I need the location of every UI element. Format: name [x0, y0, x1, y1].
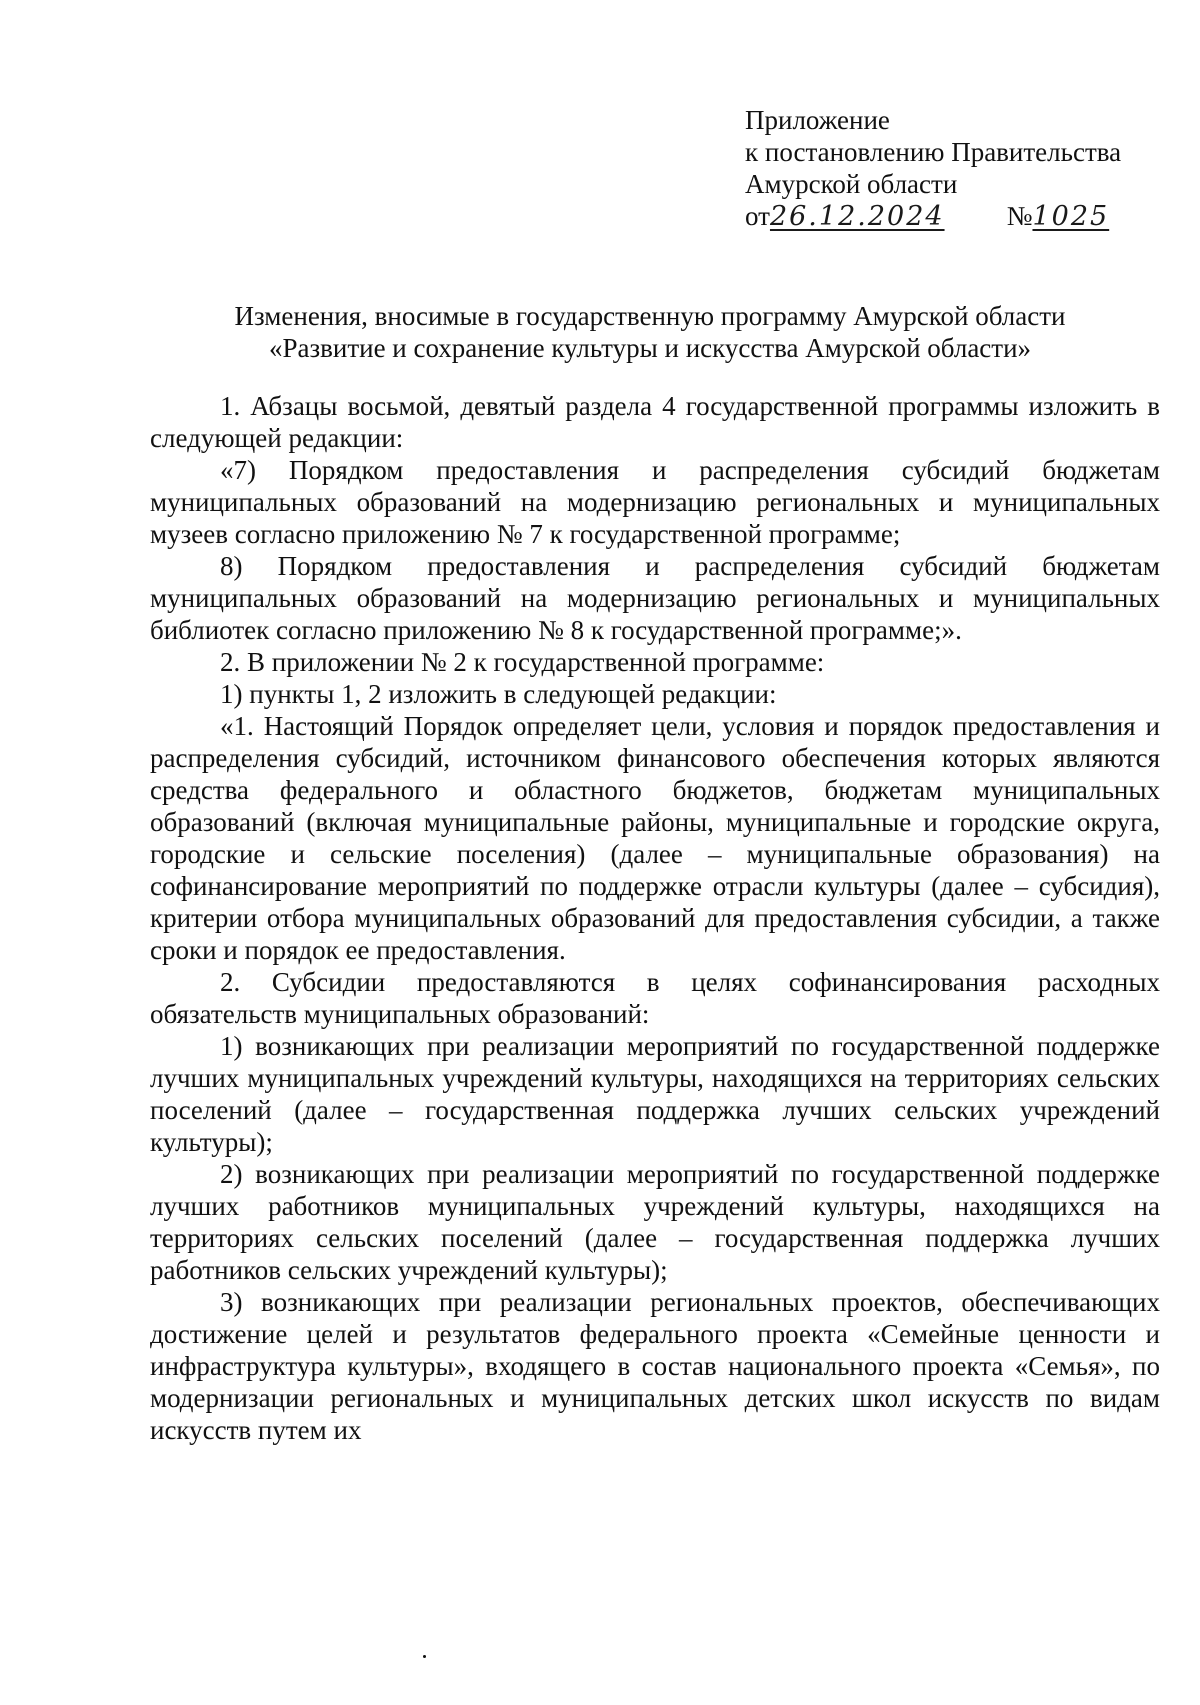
annex-line-region: Амурской области — [745, 169, 958, 199]
paragraph-5: 1) пункты 1, 2 изложить в следующей редакции: — [220, 679, 777, 709]
paragraph-10: 3) возникающих при реализации региональных проектов, обеспечивающих достижение целей и результатов федерального проекта «Семейные ценности и инфраструктура культуры», входящего в состав национального проекта «Семья», по модернизации региональных и муниципальных детских школ искусств по видам искусств путем их — [150, 1287, 1160, 1445]
paragraph-2: «7) Порядком предоставления и распределения субсидий бюджетам муниципальных образований на модернизацию региональных и муниципальных музеев согласно приложению № 7 к государственной программе; — [150, 455, 1160, 549]
paragraph-3: 8) Порядком предоставления и распределения субсидий бюджетам муниципальных образований на модернизацию региональных и муниципальных библиотек согласно приложению № 8 к государственной программе;». — [150, 551, 1160, 645]
paragraph-9: 2) возникающих при реализации мероприятий по государственной поддержке лучших работников муниципальных учреждений культуры, находящихся на территориях сельских поселений (далее – государственная поддержка лучших работников сельских учреждений культуры); — [150, 1159, 1160, 1285]
date-prefix: от — [745, 201, 770, 231]
document-title — [180, 300, 1120, 364]
scan-speck — [423, 1655, 426, 1658]
annex-header — [745, 104, 1165, 233]
annex-date-number-line — [745, 200, 1165, 233]
handwritten-number: 1025 — [1032, 201, 1110, 232]
document-body — [150, 390, 1160, 1446]
title-line-1: Изменения, вносимые в государственную программу Амурской области — [234, 301, 1066, 331]
paragraph-8: 1) возникающих при реализации мероприятий по государственной поддержке лучших муниципальных учреждений культуры, находящихся на территориях сельских поселений (далее – государственная поддержка лучших сельских учреждений культуры); — [150, 1031, 1160, 1157]
paragraph-7: 2. Субсидии предоставляются в целях софинансирования расходных обязательств муниципальных образований: — [150, 967, 1160, 1029]
number-prefix: № — [1006, 201, 1033, 231]
paragraph-1: 1. Абзацы восьмой, девятый раздела 4 государственной программы изложить в следующей редакции: — [150, 391, 1160, 453]
annex-line-appendix: Приложение — [745, 105, 890, 135]
paragraph-4: 2. В приложении № 2 к государственной программе: — [220, 647, 825, 677]
annex-line-resolution: к постановлению Правительства — [745, 137, 1122, 167]
title-line-2: «Развитие и сохранение культуры и искусства Амурской области» — [268, 333, 1032, 363]
handwritten-date: 26.12.2024 — [769, 201, 945, 232]
paragraph-6: «1. Настоящий Порядок определяет цели, условия и порядок предоставления и распределения субсидий, источником финансового обеспечения которых являются средства федерального и областного бюджетов, бюджетам муниципальных образований (включая муниципальные районы, муниципальные и городские округа, городские и сельские поселения) (далее – муниципальные образования) на софинансирование мероприятий по поддержке отрасли культуры (далее – субсидия), критерии отбора муниципальных образований для предоставления субсидии, а также сроки и порядок ее предоставления. — [150, 711, 1160, 965]
